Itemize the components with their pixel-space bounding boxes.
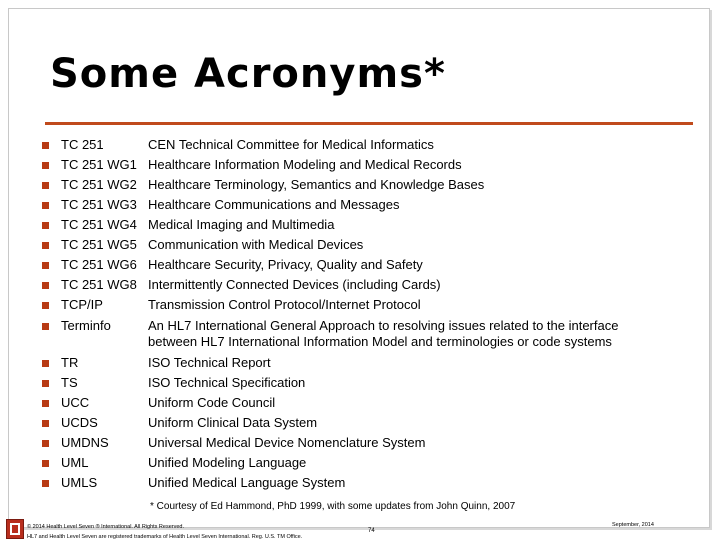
acronym: TR: [61, 355, 79, 370]
footer-date: September, 2014: [612, 522, 654, 528]
acronym-definition: Uniform Clinical Data System: [148, 415, 318, 430]
acronym-definition: Healthcare Terminology, Semantics and Knowledge Bases: [148, 177, 485, 192]
bullet-icon: [42, 302, 49, 309]
acronym-definition: ISO Technical Specification: [148, 375, 306, 390]
bullet-icon: [42, 323, 49, 330]
acronym-definition: CEN Technical Committee for Medical Informatics: [148, 137, 434, 152]
bullet-icon: [42, 460, 49, 467]
bullet-icon: [42, 380, 49, 387]
bullet-icon: [42, 440, 49, 447]
acronym: TC 251 WG6: [61, 257, 137, 272]
bullet-icon: [42, 360, 49, 367]
acronym-definition: Communication with Medical Devices: [148, 237, 364, 252]
list-item: [0, 318, 720, 350]
copyright-line: © 2014 Health Level Seven ® International. All Rights Reserved.: [27, 524, 184, 530]
acronym: UCDS: [61, 415, 98, 430]
bullet-icon: [42, 480, 49, 487]
acronym: TC 251 WG4: [61, 217, 137, 232]
acronym-definition: ISO Technical Report: [148, 355, 271, 370]
acronym-definition: Universal Medical Device Nomenclature System: [148, 435, 426, 450]
hl7-logo-icon: [6, 519, 24, 539]
acronym: UML: [61, 455, 89, 470]
slide-title: Some Acronyms*: [50, 51, 446, 97]
bullet-icon: [42, 182, 49, 189]
footnote: * Courtesy of Ed Hammond, PhD 1999, with some updates from John Quinn, 2007: [150, 501, 516, 512]
footer-copyright: [27, 522, 302, 542]
acronym-definition: Transmission Control Protocol/Internet Protocol: [148, 297, 421, 312]
bullet-icon: [42, 420, 49, 427]
acronym-definition: Unified Modeling Language: [148, 455, 307, 470]
bullet-icon: [42, 262, 49, 269]
acronym-definition: Medical Imaging and Multimedia: [148, 217, 335, 232]
bullet-icon: [42, 222, 49, 229]
acronym-definition: Intermittently Connected Devices (including Cards): [148, 277, 441, 292]
bullet-icon: [42, 142, 49, 149]
acronym: TC 251 WG5: [61, 237, 137, 252]
page-number: 74: [368, 528, 375, 534]
bullet-icon: [42, 202, 49, 209]
acronym-definition: Unified Medical Language System: [148, 475, 346, 490]
acronym-definition: Healthcare Information Modeling and Medical Records: [148, 157, 462, 172]
acronym-definition-continued: between HL7 International Information Model and terminologies or code systems: [148, 334, 612, 349]
acronym: UMDNS: [61, 435, 109, 450]
bullet-icon: [42, 242, 49, 249]
acronym: TC 251 WG2: [61, 177, 137, 192]
bullet-icon: [42, 400, 49, 407]
acronym: UMLS: [61, 475, 98, 490]
acronym-definition: Healthcare Communications and Messages: [148, 197, 400, 212]
acronym: Terminfo: [61, 318, 111, 333]
trademark-line: HL7 and Health Level Seven are registered trademarks of Health Level Seven International. Reg. U.S. TM Office.: [27, 534, 303, 540]
acronym: TC 251 WG1: [61, 157, 137, 172]
acronym: TS: [61, 375, 78, 390]
acronym: TC 251: [61, 137, 104, 152]
bullet-icon: [42, 162, 49, 169]
acronym-definition: An HL7 International General Approach to resolving issues related to the interface: [148, 318, 619, 333]
acronym: UCC: [61, 395, 90, 410]
acronym-definition: Uniform Code Council: [148, 395, 276, 410]
acronym: TCP/IP: [61, 297, 103, 312]
acronym: TC 251 WG8: [61, 277, 137, 292]
acronym: TC 251 WG3: [61, 197, 137, 212]
bullet-icon: [42, 282, 49, 289]
acronym-definition: Healthcare Security, Privacy, Quality and Safety: [148, 257, 423, 272]
